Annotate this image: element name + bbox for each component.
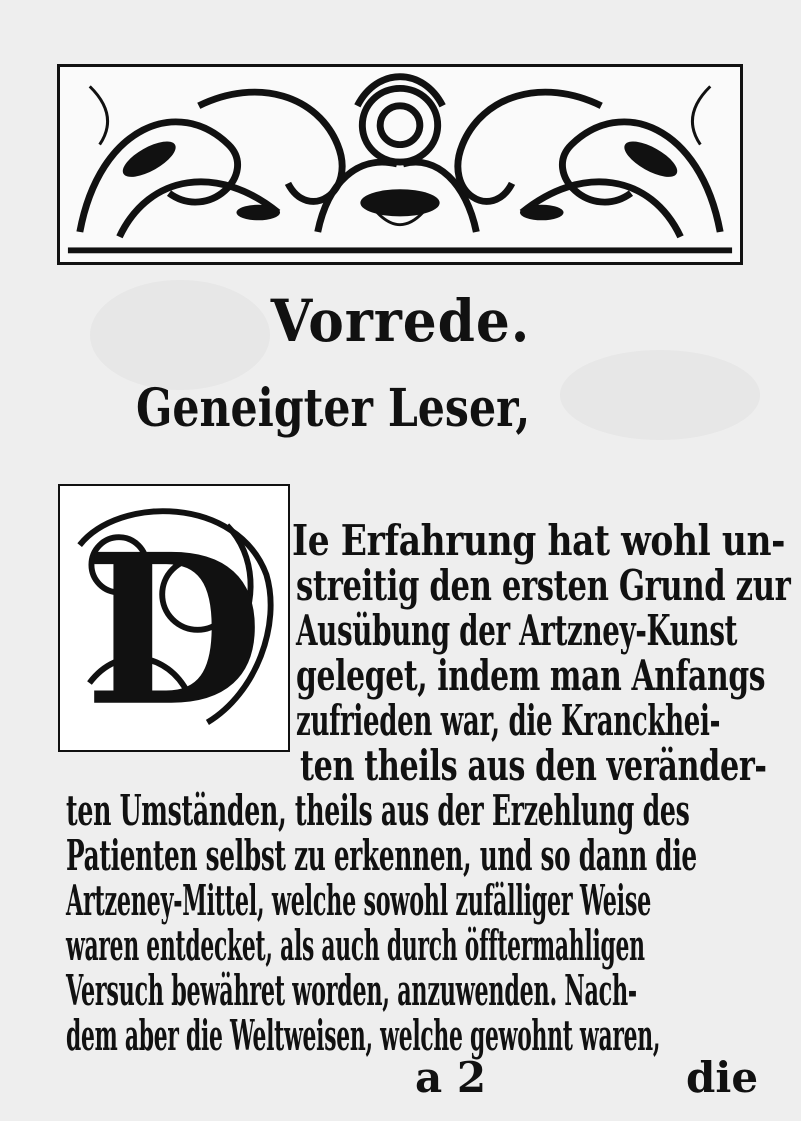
text-line: dem aber die Weltweisen, welche gewohnt waren, [66,1011,661,1060]
text-line: Patienten selbst zu erkennen, und so dann die [66,831,697,880]
text-line: Artzeney-Mittel, welche sowohl zufälliger Weise [66,876,652,925]
decorated-initial [58,484,290,752]
text-line: geleget, indem man Anfangs [296,651,766,700]
text-line: Versuch bewähret worden, anzuwenden. Nach- [66,966,637,1015]
initial-ornament-icon [60,486,288,750]
text-line: Ie Erfahrung hat wohl un- [292,516,785,565]
text-line: Ausübung der Artzney-Kunst [296,606,738,655]
text-line: ten theils aus den veränder- [300,741,767,790]
text-line: zufrieden war, die Kranckhei- [296,696,721,745]
catchword: die [686,1053,759,1102]
text-line: streitig den ersten Grund zur [296,561,791,610]
ornamental-headpiece [57,64,743,265]
headpiece-ornament-icon [60,67,740,262]
page-title: Vorrede. [270,287,531,355]
signature-mark: a 2 [415,1053,487,1102]
paper-stain [560,350,760,440]
initial-letter: D [84,508,264,750]
text-line: waren entdecket, als auch durch öfftermahligen [66,921,645,970]
text-line: ten Umständen, theils aus der Erzehlung des [66,786,690,835]
salutation: Geneigter Leser, [136,378,531,439]
